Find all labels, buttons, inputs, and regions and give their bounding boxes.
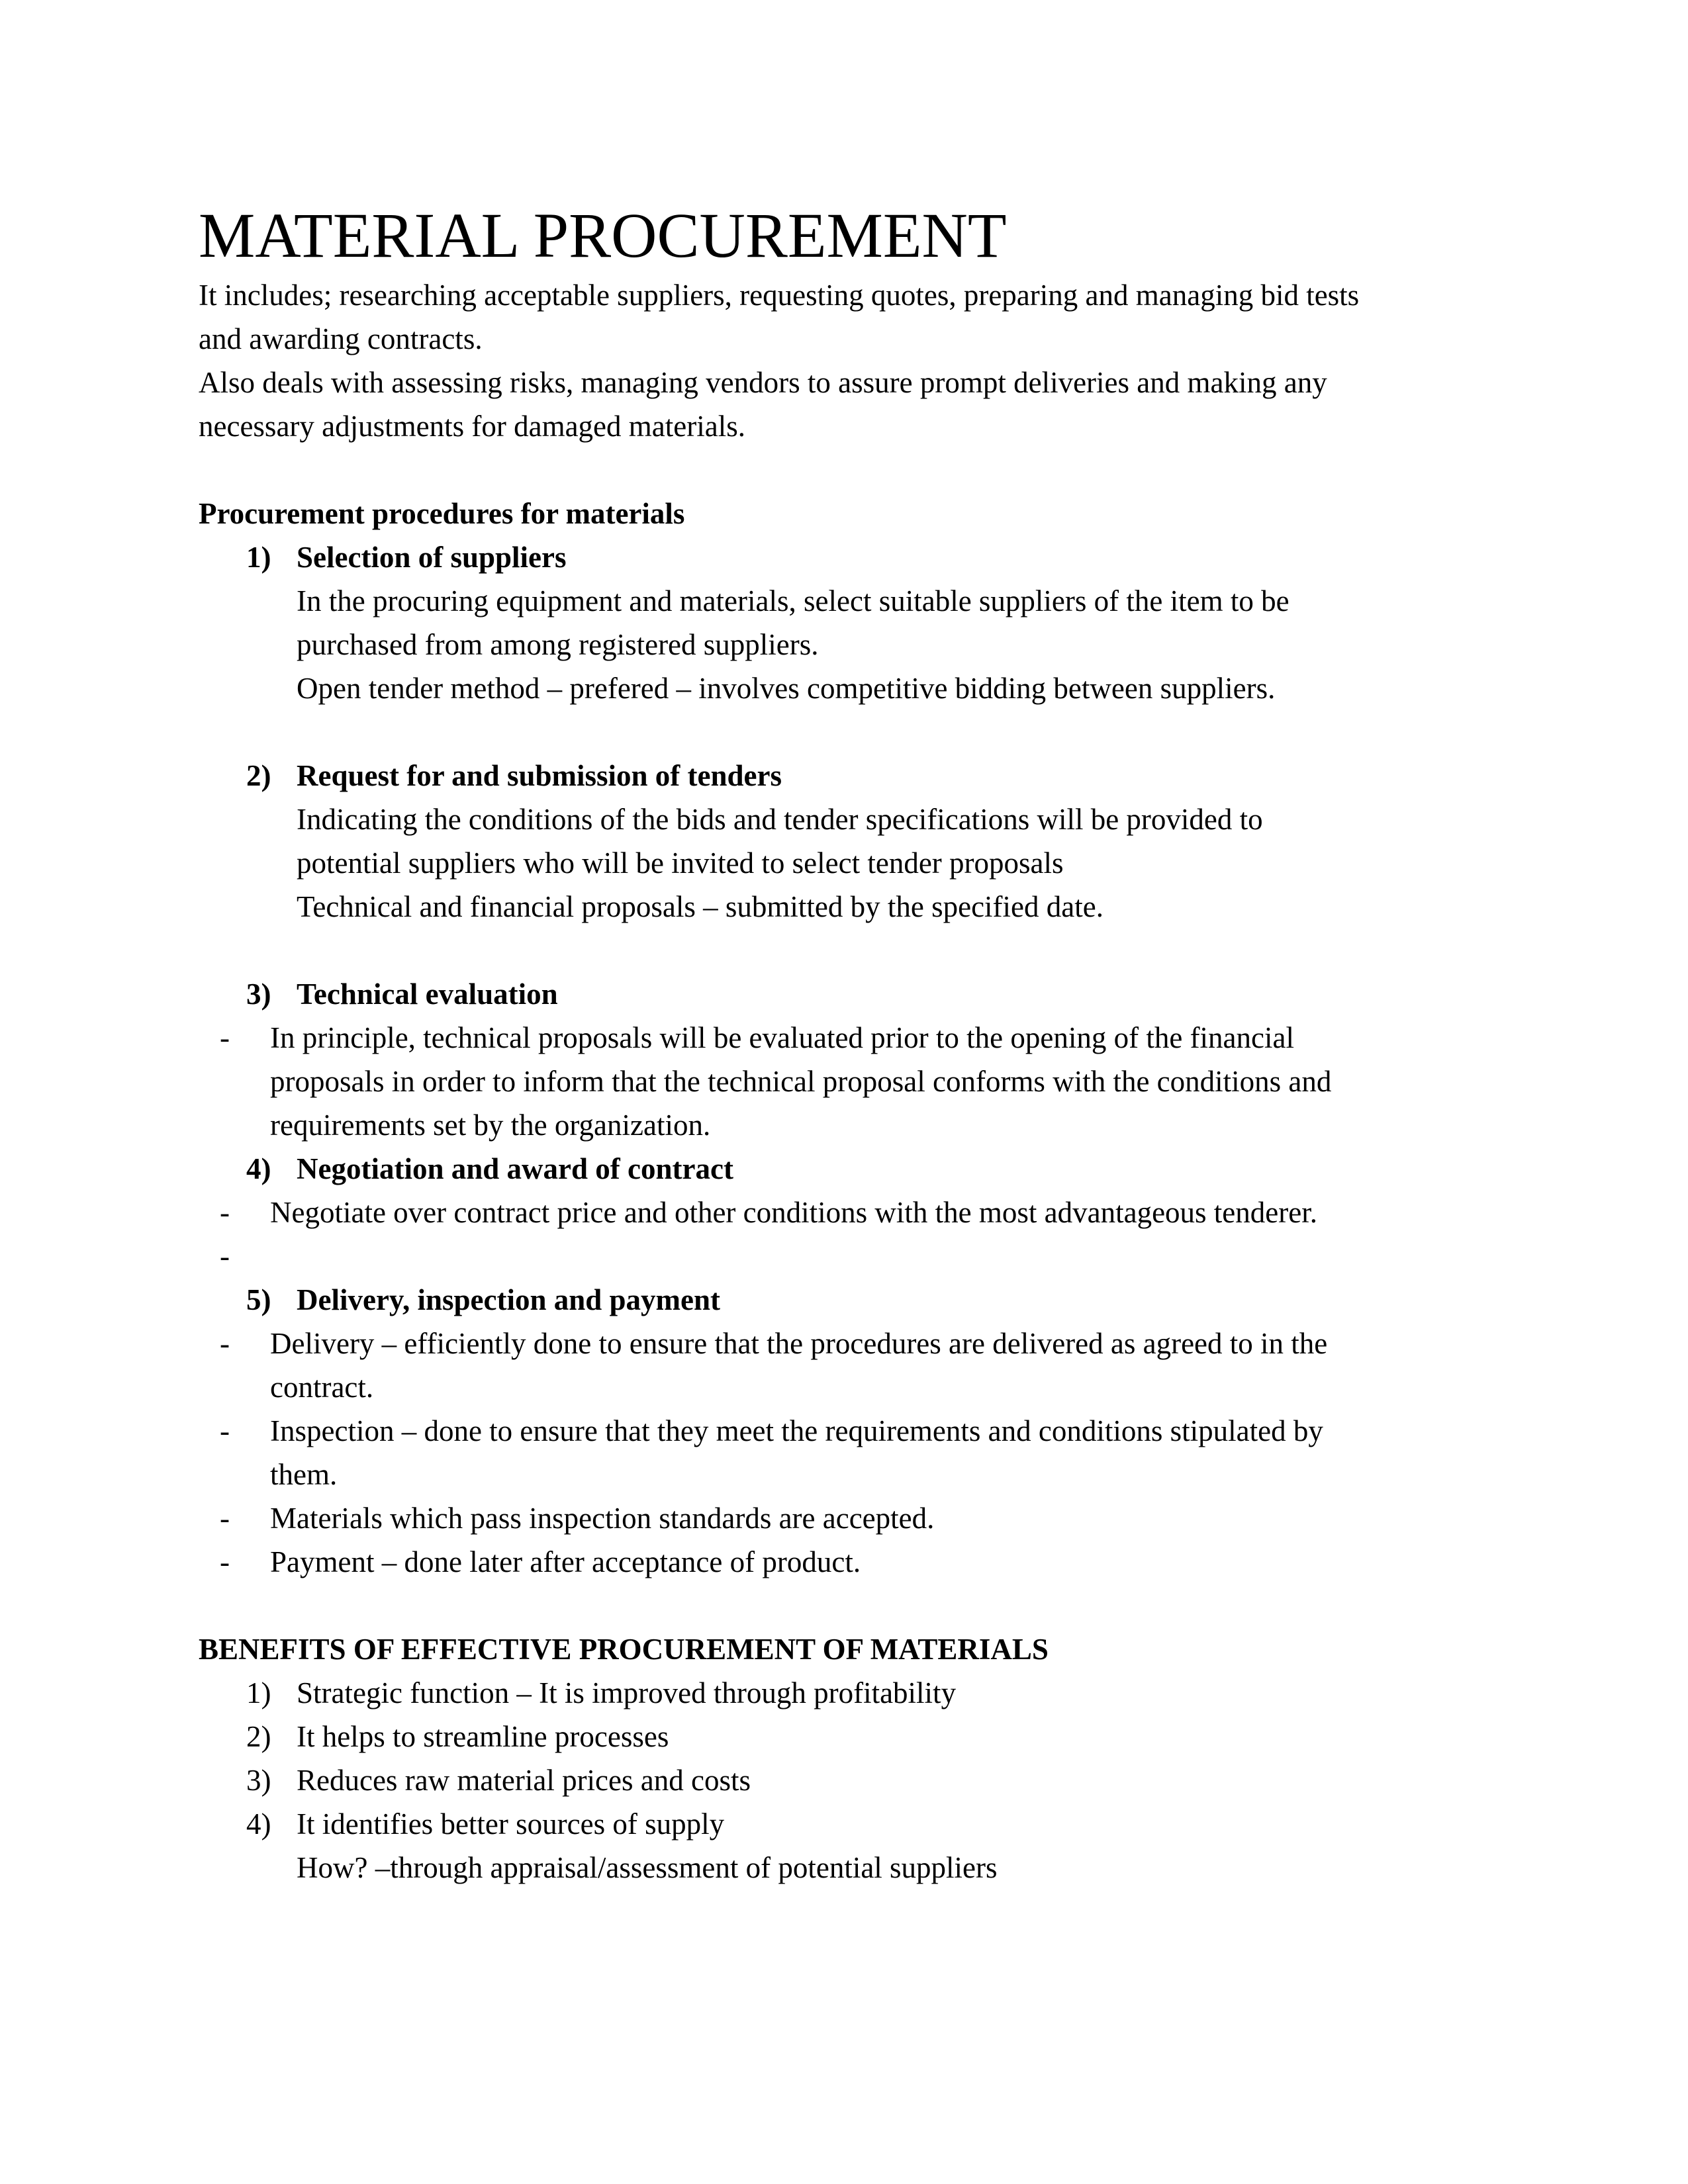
step-3-title: Technical evaluation — [297, 978, 558, 1011]
page-title: MATERIAL PROCUREMENT — [199, 200, 1007, 271]
benefits-heading: BENEFITS OF EFFECTIVE PROCUREMENT OF MATERIALS — [199, 1633, 1049, 1666]
step-2-line-1: Indicating the conditions of the bids and tender specifications will be provided to — [297, 803, 1263, 836]
step-1-number: 1) — [246, 541, 271, 574]
step-5-line-4: them. — [270, 1458, 338, 1491]
benefits-note: How? –through appraisal/assessment of potential suppliers — [297, 1851, 998, 1884]
step-5-bullet-3: - — [220, 1502, 230, 1535]
step-1-line-3: Open tender method – prefered – involves competitive bidding between suppliers. — [297, 672, 1276, 705]
intro-line-2: and awarding contracts. — [199, 322, 483, 355]
benefit-4-text: It identifies better sources of supply — [297, 1807, 725, 1841]
step-5-bullet-1: - — [220, 1327, 230, 1360]
step-5-line-3: Inspection – done to ensure that they meet the requirements and conditions stipulated by — [270, 1414, 1323, 1447]
benefit-3-number: 3) — [246, 1764, 271, 1797]
step-5-line-1: Delivery – efficiently done to ensure that the procedures are delivered as agreed to in the — [270, 1327, 1328, 1360]
step-2-line-2: potential suppliers who will be invited to select tender proposals — [297, 846, 1064, 880]
step-1-line-2: purchased from among registered suppliers. — [297, 628, 819, 661]
benefit-3-text: Reduces raw material prices and costs — [297, 1764, 751, 1797]
step-4-empty-bullet: - — [220, 1240, 230, 1273]
benefit-2-number: 2) — [246, 1720, 271, 1753]
benefit-2-text: It helps to streamline processes — [297, 1720, 669, 1753]
intro-line-3: Also deals with assessing risks, managing vendors to assure prompt deliveries and making any — [199, 366, 1327, 399]
step-2-line-3: Technical and financial proposals – submitted by the specified date. — [297, 890, 1103, 923]
intro-line-1: It includes; researching acceptable suppliers, requesting quotes, preparing and managing bid tests — [199, 279, 1360, 312]
benefit-1-number: 1) — [246, 1676, 271, 1709]
step-5-number: 5) — [246, 1283, 271, 1316]
step-3-bullet: - — [220, 1021, 230, 1054]
step-3-line-3: requirements set by the organization. — [270, 1109, 711, 1142]
procedures-heading: Procurement procedures for materials — [199, 497, 685, 530]
step-1-line-1: In the procuring equipment and materials, select suitable suppliers of the item to be — [297, 584, 1289, 617]
benefit-4-number: 4) — [246, 1807, 271, 1841]
step-5-bullet-2: - — [220, 1414, 230, 1447]
step-4-line-1: Negotiate over contract price and other conditions with the most advantageous tenderer. — [270, 1196, 1317, 1229]
step-3-line-1: In principle, technical proposals will be evaluated prior to the opening of the financial — [270, 1021, 1294, 1054]
intro-line-4: necessary adjustments for damaged materials. — [199, 410, 745, 443]
step-3-number: 3) — [246, 978, 271, 1011]
step-3-line-2: proposals in order to inform that the technical proposal conforms with the conditions and — [270, 1065, 1332, 1098]
step-4-bullet: - — [220, 1196, 230, 1229]
step-4-number: 4) — [246, 1152, 271, 1185]
step-4-title: Negotiation and award of contract — [297, 1152, 733, 1185]
step-5-line-5: Materials which pass inspection standards are accepted. — [270, 1502, 935, 1535]
step-5-line-6: Payment – done later after acceptance of product. — [270, 1545, 861, 1578]
step-1-title: Selection of suppliers — [297, 541, 567, 574]
step-5-title: Delivery, inspection and payment — [297, 1283, 721, 1316]
step-2-number: 2) — [246, 759, 271, 792]
benefit-1-text: Strategic function – It is improved through profitability — [297, 1676, 957, 1709]
step-2-title: Request for and submission of tenders — [297, 759, 782, 792]
step-5-bullet-4: - — [220, 1545, 230, 1578]
step-5-line-2: contract. — [270, 1371, 374, 1404]
